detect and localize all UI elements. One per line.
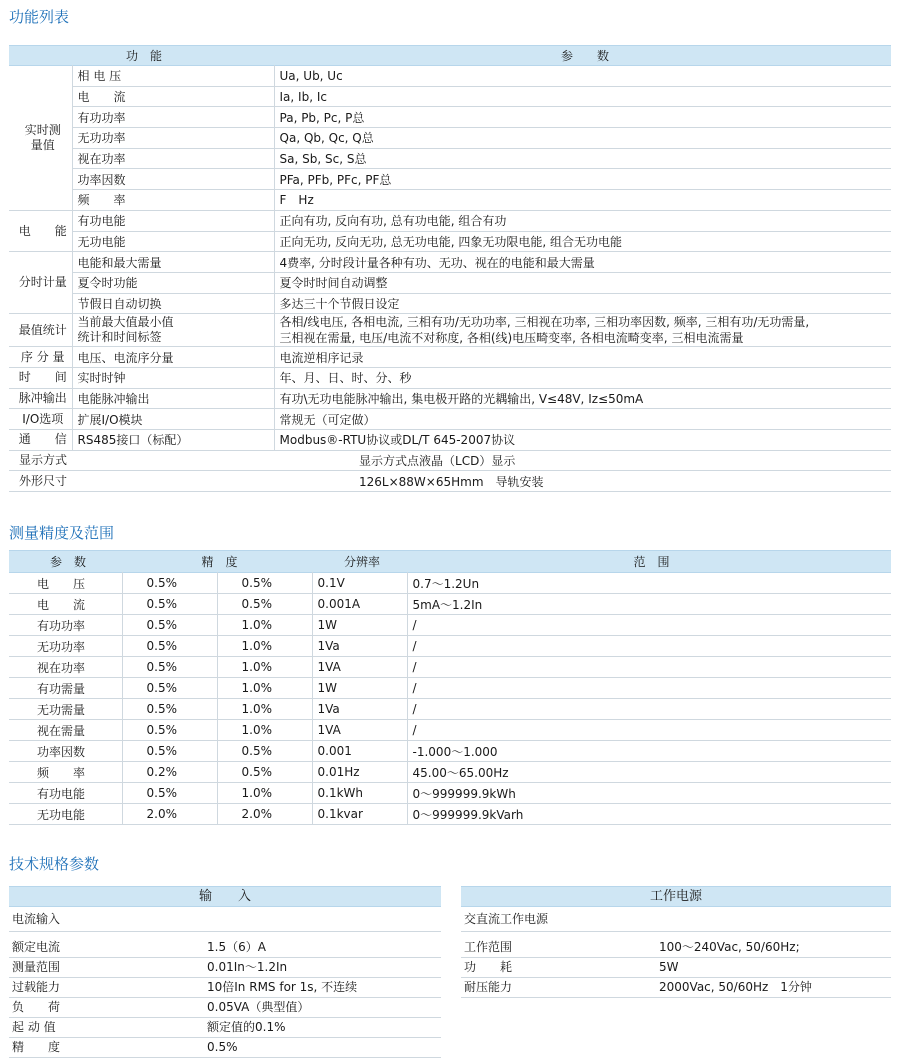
param-name: 有功功率	[9, 615, 122, 636]
function-param: PFa, PFb, PFc, PF总	[274, 169, 891, 190]
resolution-value: 0.1kvar	[312, 804, 407, 825]
input-spec-header: 输 入	[9, 886, 441, 907]
spec-row	[9, 978, 441, 998]
function-item: 无功功率	[72, 128, 274, 149]
accuracy-value-b: 0.5%	[217, 762, 312, 783]
resolution-value: 0.001A	[312, 594, 407, 615]
col-header-params: 参 数	[561, 49, 610, 63]
group-label: I/O选项	[9, 409, 72, 430]
accuracy-value-b: 1.0%	[217, 783, 312, 804]
spec-label: 过载能力	[12, 980, 61, 994]
group-label: 序 分 量	[9, 347, 72, 368]
spec-row	[9, 938, 441, 958]
power-spec-header: 工作电源	[461, 886, 891, 907]
col-header-range: 范 围	[633, 555, 670, 569]
spec-label: 额定电流	[12, 940, 61, 954]
table-row	[9, 804, 891, 825]
function-item: RS485接口（标配）	[72, 430, 274, 451]
table-row	[9, 190, 891, 211]
function-param: Modbus®-RTU协议或DL/T 645-2007协议	[274, 430, 891, 451]
accuracy-value-a: 0.5%	[122, 573, 217, 594]
table-row	[9, 762, 891, 783]
function-item: 无功电能	[72, 231, 274, 252]
accuracy-value-b: 1.0%	[217, 699, 312, 720]
power-spec-panel	[461, 886, 891, 998]
accuracy-value-a: 0.5%	[122, 783, 217, 804]
resolution-value: 1W	[312, 678, 407, 699]
param-name: 频 率	[9, 762, 122, 783]
param-name: 电 流	[9, 594, 122, 615]
table-row	[9, 86, 891, 107]
spec-label: 工作范围	[464, 940, 513, 954]
function-param: Ua, Ub, Uc	[274, 66, 891, 87]
function-param: 各相/线电压, 各相电流, 三相有功/无功功率, 三相视在功率, 三相功率因数, 频率, 三相有功/无功需量, 三相视在需量, 电压/电流不对称度, 各相(线)电压畸变率, 各相电流畸变率, 三相电流需量	[274, 314, 891, 347]
function-param: 显示方式点液晶（LCD）显示	[274, 450, 891, 471]
range-value: /	[407, 615, 891, 636]
range-value: 0.7～1.2Un	[407, 573, 891, 594]
table-row	[9, 272, 891, 293]
function-item: 频 率	[72, 190, 274, 211]
range-value: -1.000～1.000	[407, 741, 891, 762]
function-item: 视在功率	[72, 148, 274, 169]
table-row	[9, 210, 891, 231]
accuracy-table	[9, 550, 891, 825]
group-label: 通 信	[9, 430, 72, 451]
resolution-value: 1VA	[312, 720, 407, 741]
col-header-accuracy: 精 度	[201, 555, 238, 569]
accuracy-value-a: 0.5%	[122, 615, 217, 636]
accuracy-value-a: 0.5%	[122, 678, 217, 699]
group-label: 时 间	[9, 367, 72, 388]
function-param: 电流逆相序记录	[274, 347, 891, 368]
spec-row	[461, 938, 891, 958]
power-spec-subtitle: 交直流工作电源	[461, 907, 891, 932]
function-item: 当前最大值最小值 统计和时间标签	[72, 314, 274, 347]
spec-value: 5W	[659, 960, 679, 974]
group-label: 脉冲输出	[9, 388, 72, 409]
resolution-value: 1Va	[312, 636, 407, 657]
spec-row	[9, 958, 441, 978]
spec-label: 测量范围	[12, 960, 61, 974]
accuracy-value-b: 1.0%	[217, 720, 312, 741]
table-row	[9, 657, 891, 678]
range-value: 0～999999.9kWh	[407, 783, 891, 804]
accuracy-value-a: 0.5%	[122, 594, 217, 615]
accuracy-value-b: 0.5%	[217, 741, 312, 762]
accuracy-value-a: 0.5%	[122, 741, 217, 762]
group-label: 显示方式	[9, 450, 72, 471]
accuracy-value-a: 2.0%	[122, 804, 217, 825]
spec-label: 精 度	[12, 1040, 61, 1054]
table-row	[9, 783, 891, 804]
resolution-value: 1VA	[312, 657, 407, 678]
group-label: 电 能	[9, 210, 72, 251]
param-name: 无功功率	[9, 636, 122, 657]
accuracy-value-b: 0.5%	[217, 594, 312, 615]
param-name: 有功需量	[9, 678, 122, 699]
spec-value: 0.5%	[207, 1040, 238, 1054]
function-item: 节假日自动切换	[72, 293, 274, 314]
param-name: 视在功率	[9, 657, 122, 678]
table-row	[9, 314, 891, 347]
spec-row	[9, 1038, 441, 1058]
spec-value: 1.5（6）A	[207, 940, 266, 954]
function-param: 正向有功, 反向有功, 总有功电能, 组合有功	[274, 210, 891, 231]
range-value: /	[407, 678, 891, 699]
function-item	[72, 450, 274, 471]
range-value: 5mA～1.2In	[407, 594, 891, 615]
function-item	[72, 471, 274, 492]
range-value: /	[407, 720, 891, 741]
spec-row	[461, 958, 891, 978]
function-item: 夏令时功能	[72, 272, 274, 293]
range-value: /	[407, 657, 891, 678]
function-item: 电能和最大需量	[72, 252, 274, 273]
range-value: /	[407, 636, 891, 657]
function-item: 实时时钟	[72, 367, 274, 388]
accuracy-value-b: 1.0%	[217, 615, 312, 636]
spec-value: 100～240Vac, 50/60Hz;	[659, 940, 800, 954]
spec-row	[9, 1018, 441, 1038]
spec-row	[9, 998, 441, 1018]
accuracy-value-a: 0.5%	[122, 636, 217, 657]
param-name: 功率因数	[9, 741, 122, 762]
table-row	[9, 148, 891, 169]
group-label: 实时测 量值	[9, 66, 72, 211]
function-item: 相 电 压	[72, 66, 274, 87]
param-name: 无功需量	[9, 699, 122, 720]
table-row	[9, 636, 891, 657]
accuracy-value-b: 1.0%	[217, 657, 312, 678]
spec-value: 0.01In～1.2In	[207, 960, 288, 974]
table-row	[9, 678, 891, 699]
table-row	[9, 293, 891, 314]
table-row	[9, 388, 891, 409]
section-title-functions: 功能列表	[9, 8, 70, 26]
accuracy-value-b: 1.0%	[217, 636, 312, 657]
table-row	[9, 107, 891, 128]
spec-value: 10倍In RMS for 1s, 不连续	[207, 980, 358, 994]
range-value: 0～999999.9kVarh	[407, 804, 891, 825]
col-header-resolution: 分辨率	[344, 555, 381, 569]
range-value: /	[407, 699, 891, 720]
table-row	[9, 471, 891, 492]
table-row	[9, 615, 891, 636]
resolution-value: 0.01Hz	[312, 762, 407, 783]
accuracy-value-a: 0.5%	[122, 720, 217, 741]
accuracy-value-a: 0.5%	[122, 699, 217, 720]
function-param: 4费率, 分时段计量各种有功、无功、视在的电能和最大需量	[274, 252, 891, 273]
resolution-value: 1W	[312, 615, 407, 636]
col-header-param: 参 数	[49, 555, 86, 569]
accuracy-value-a: 0.5%	[122, 657, 217, 678]
param-name: 电 压	[9, 573, 122, 594]
resolution-value: 0.001	[312, 741, 407, 762]
spec-label: 起 动 值	[12, 1020, 56, 1034]
accuracy-value-a: 0.2%	[122, 762, 217, 783]
function-item: 扩展I/O模块	[72, 409, 274, 430]
spec-row	[461, 978, 891, 998]
function-item: 功率因数	[72, 169, 274, 190]
section-title-accuracy: 测量精度及范围	[9, 524, 115, 542]
input-spec-panel	[9, 886, 441, 1058]
table-row	[9, 699, 891, 720]
resolution-value: 0.1V	[312, 573, 407, 594]
table-row	[9, 367, 891, 388]
input-spec-subtitle: 电流输入	[9, 907, 441, 932]
function-item: 有功功率	[72, 107, 274, 128]
param-name: 有功电能	[9, 783, 122, 804]
table-row	[9, 573, 891, 594]
function-item: 有功电能	[72, 210, 274, 231]
resolution-value: 0.1kWh	[312, 783, 407, 804]
function-param: 夏令时时间自动调整	[274, 272, 891, 293]
range-value: 45.00～65.00Hz	[407, 762, 891, 783]
function-param: F Hz	[274, 190, 891, 211]
spec-value: 2000Vac, 50/60Hz 1分钟	[659, 980, 812, 994]
function-param: 有功\无功电能脉冲输出, 集电极开路的光耦输出, V≤48V, Iz≤50mA	[274, 388, 891, 409]
function-item: 电 流	[72, 86, 274, 107]
group-label: 最值统计	[9, 314, 72, 347]
spec-value: 额定值的0.1%	[207, 1020, 286, 1034]
table-row	[9, 430, 891, 451]
param-name: 无功电能	[9, 804, 122, 825]
function-param: 多达三十个节假日设定	[274, 293, 891, 314]
function-param: Pa, Pb, Pc, P总	[274, 107, 891, 128]
group-label: 分时计量	[9, 252, 72, 314]
table-row	[9, 252, 891, 273]
function-param: 常规无（可定做）	[274, 409, 891, 430]
function-item: 电压、电流序分量	[72, 347, 274, 368]
function-param: 正向无功, 反向无功, 总无功电能, 四象无功限电能, 组合无功电能	[274, 231, 891, 252]
table-row	[9, 594, 891, 615]
table-row	[9, 66, 891, 87]
function-param: 126L×88W×65Hmm 导轨安装	[274, 471, 891, 492]
table-row	[9, 169, 891, 190]
accuracy-value-b: 2.0%	[217, 804, 312, 825]
accuracy-value-b: 0.5%	[217, 573, 312, 594]
table-row	[9, 741, 891, 762]
table-row	[9, 720, 891, 741]
table-row	[9, 409, 891, 430]
group-label: 外形尺寸	[9, 471, 72, 492]
accuracy-value-b: 1.0%	[217, 678, 312, 699]
table-row	[9, 347, 891, 368]
spec-value: 0.05VA（典型值）	[207, 1000, 310, 1014]
col-header-function: 功 能	[126, 49, 163, 63]
function-item: 电能脉冲输出	[72, 388, 274, 409]
table-row	[9, 128, 891, 149]
spec-label: 负 荷	[12, 1000, 61, 1014]
function-param: Sa, Sb, Sc, S总	[274, 148, 891, 169]
spec-label: 耐压能力	[464, 980, 513, 994]
spec-label: 功 耗	[464, 960, 513, 974]
param-name: 视在需量	[9, 720, 122, 741]
function-table	[9, 45, 891, 492]
table-row	[9, 231, 891, 252]
function-param: 年、月、日、时、分、秒	[274, 367, 891, 388]
table-row	[9, 450, 891, 471]
function-param: Qa, Qb, Qc, Q总	[274, 128, 891, 149]
section-title-specs: 技术规格参数	[9, 855, 100, 873]
function-param: Ia, Ib, Ic	[274, 86, 891, 107]
resolution-value: 1Va	[312, 699, 407, 720]
